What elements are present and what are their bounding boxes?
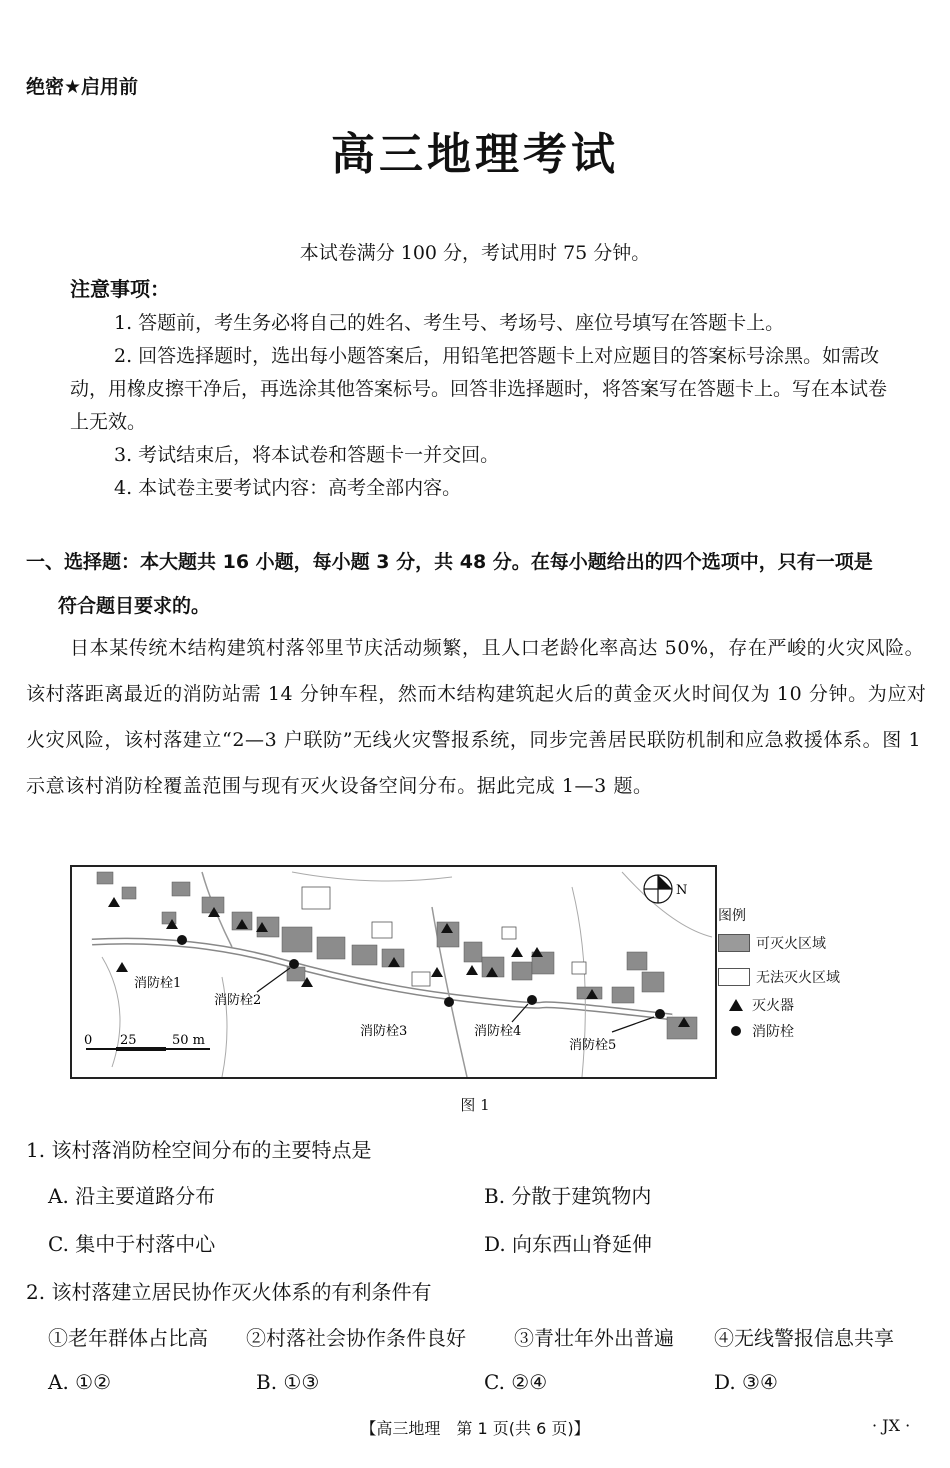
north-label: N (676, 883, 688, 898)
contour-line (222, 977, 227, 1077)
q2-condition: ③青壮年外出普遍 (514, 1326, 674, 1350)
hydrant-label: 消防栓5 (569, 1038, 617, 1053)
region-code: · JX · (872, 1416, 911, 1435)
question-1-stem: 1. 该村落消防栓空间分布的主要特点是 (26, 1138, 372, 1162)
notice-list (70, 307, 890, 505)
contour-line (292, 872, 452, 881)
q1-option-a[interactable]: A. 沿主要道路分布 (48, 1184, 216, 1208)
q2-option-a[interactable]: A. ①② (48, 1370, 112, 1394)
legend-item: 灭火器 (718, 995, 794, 1015)
building-group (97, 872, 697, 1039)
section-heading-line2: 符合题目要求的。 (58, 595, 211, 617)
hydrant-marker (444, 997, 454, 1007)
extinguisher-marker (108, 897, 120, 907)
north-arrow-icon (644, 875, 687, 903)
figure-caption: 图 1 (460, 1096, 490, 1114)
reading-passage (26, 625, 928, 809)
notice-item: 2. 回答选择题时，选出每小题答案后，用铅笔把答题卡上对应题目的答案标号涂黑。如需改动，用橡皮擦干净后，再选涂其他答案标号。回答非选择题时，将答案写在答题卡上。写在本试卷上无效。 (70, 345, 888, 433)
legend-item: 消防栓 (718, 1021, 794, 1041)
village-map (70, 865, 717, 1079)
hydrant-label: 消防栓1 (134, 976, 182, 991)
extinguisher-marker (466, 965, 478, 975)
legend-item: 可灭火区域 (718, 933, 826, 953)
notice-item: 3. 考试结束后，将本试卷和答题卡一并交回。 (114, 444, 500, 466)
q2-option-b[interactable]: B. ①③ (256, 1370, 320, 1394)
hydrant-label: 消防栓4 (474, 1024, 522, 1039)
legend-title: 图例 (718, 908, 746, 924)
q2-option-c[interactable]: C. ②④ (484, 1370, 548, 1394)
q2-condition: ④无线警报信息共享 (714, 1326, 894, 1350)
exam-title: 高三地理考试 (331, 129, 619, 180)
hydrant-marker (289, 959, 299, 969)
question-2-stem: 2. 该村落建立居民协作灭火体系的有利条件有 (26, 1280, 432, 1304)
hydrant-marker (527, 995, 537, 1005)
q1-option-c[interactable]: C. 集中于村落中心 (48, 1232, 216, 1256)
scale-end: 50 m (172, 1033, 206, 1048)
extinguisher-marker (511, 947, 523, 957)
q2-option-d[interactable]: D. ③④ (714, 1370, 778, 1394)
legend-swatch-grey (718, 934, 750, 952)
passage-text: 日本某传统木结构建筑村落邻里节庆活动频繁，且人口老龄化率高达 50%，存在严峻的火灾风险。该村落距离最近的消防站需 14 分钟车程，然而木结构建筑起火后的黄金灭火时间仅为 10 分钟。为应对火灾风险，该村落建立“2—3 户联防”无线火灾警报系统，同步完善居民联防机制和应急救援体系。图 1 示意该村消防栓覆盖范围与现有灭火设备空间分布。据此完成 1—3 题。 (26, 637, 927, 797)
legend-swatch-white (718, 968, 750, 986)
section-heading-line1: 一、选择题：本大题共 16 小题，每小题 3 分，共 48 分。在每小题给出的四个选项中，只有一项是 (26, 551, 873, 573)
full-score-note: 本试卷满分 100 分，考试用时 75 分钟。 (299, 242, 651, 264)
legend-item: 无法灭火区域 (718, 967, 840, 987)
notice-item: 4. 本试卷主要考试内容：高考全部内容。 (114, 477, 462, 499)
scale-mid: 25 (120, 1033, 137, 1048)
hydrant-label: 消防栓2 (214, 993, 262, 1008)
map-drawing (72, 867, 715, 1077)
extinguisher-marker (116, 962, 128, 972)
notice-heading: 注意事项： (70, 277, 170, 301)
q1-option-b[interactable]: B. 分散于建筑物内 (484, 1184, 652, 1208)
hydrant-label: 消防栓3 (360, 1024, 408, 1039)
dot-icon (728, 1024, 744, 1038)
triangle-icon (728, 998, 744, 1012)
notice-item: 1. 答题前，考生务必将自己的姓名、考生号、考场号、座位号填写在答题卡上。 (114, 312, 785, 334)
page-footer: 【高三地理 第 1 页(共 6 页)】 (360, 1419, 590, 1438)
q2-condition: ②村落社会协作条件良好 (246, 1326, 466, 1350)
extinguisher-marker (431, 967, 443, 977)
q2-condition: ①老年群体占比高 (48, 1326, 208, 1350)
scale-bar (84, 1033, 210, 1051)
section-heading (26, 540, 931, 628)
hydrant-marker (655, 1009, 665, 1019)
secret-label: 绝密★启用前 (26, 76, 139, 98)
hydrant-marker (177, 935, 187, 945)
q1-option-d[interactable]: D. 向东西山脊延伸 (484, 1232, 653, 1256)
scale-zero: 0 (84, 1033, 93, 1048)
